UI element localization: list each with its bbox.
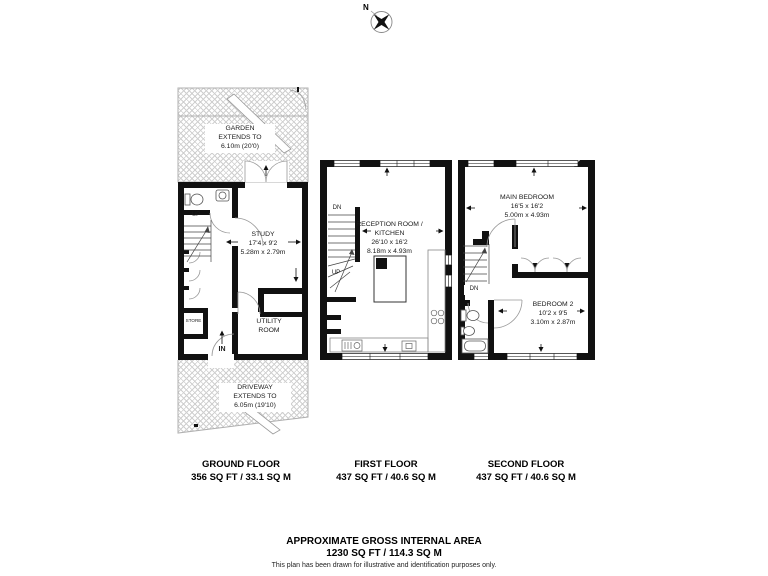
in-label: IN: [218, 346, 226, 353]
second-floor-plan: [458, 160, 595, 360]
study-label: STUDY 17'4 x 9'2 5.28m x 2.79m: [240, 231, 286, 256]
ground-stairs: [184, 220, 211, 262]
bathroom-toilet-icon: [461, 310, 479, 321]
sink-icon: [216, 190, 229, 201]
appliance-icons: [342, 310, 444, 351]
gross-internal-area-title: APPROXIMATE GROSS INTERNAL AREA: [286, 536, 482, 547]
garden-gate-arc: [290, 90, 306, 110]
bathroom-sink-icon: [461, 327, 475, 336]
driveway-label: DRIVEWAY EXTENDS TO 6.05m (19'10): [219, 383, 291, 412]
first-floor-caption: FIRST FLOOR 437 SQ FT / 40.6 SQ M: [336, 459, 436, 483]
compass-icon: [371, 11, 392, 33]
garden-label: GARDEN EXTENDS TO 6.10m (20'0): [205, 124, 275, 153]
ground-floor-caption: GROUND FLOOR 356 SQ FT / 33.1 SQ M: [191, 459, 291, 483]
bedroom2-label: BEDROOM 2 10'2 x 9'5 3.10m x 2.87m: [530, 301, 576, 326]
second-floor-caption: SECOND FLOOR 437 SQ FT / 40.6 SQ M: [476, 459, 576, 483]
main-bedroom-label: MAIN BEDROOM 16'5 x 16'2 5.00m x 4.93m: [499, 194, 554, 219]
up-label-ground: UP: [191, 212, 201, 218]
reception-kitchen-label: RECEPTION ROOM / KITCHEN 26'10 x 16'2 8.18m x 4.93m: [356, 221, 423, 255]
utility-room-label: UTILITY ROOM: [256, 318, 282, 334]
dn-label-second: DN: [464, 285, 484, 295]
gross-internal-area-value: 1230 SQ FT / 114.3 SQ M: [326, 548, 442, 559]
bathtub-icon: [462, 339, 488, 353]
island-sink-icon: [376, 258, 387, 269]
first-floor-plan: [320, 160, 452, 360]
store-label: STORE: [185, 318, 202, 323]
compass-north-label: N: [363, 3, 369, 12]
toilet-icon: [185, 194, 203, 205]
dn-label-first: DN: [332, 205, 342, 211]
disclaimer-text: This plan has been drawn for illustrative and identification purposes only.: [271, 562, 497, 569]
up-label-first: UP: [331, 270, 341, 276]
second-stairs: [463, 244, 489, 284]
